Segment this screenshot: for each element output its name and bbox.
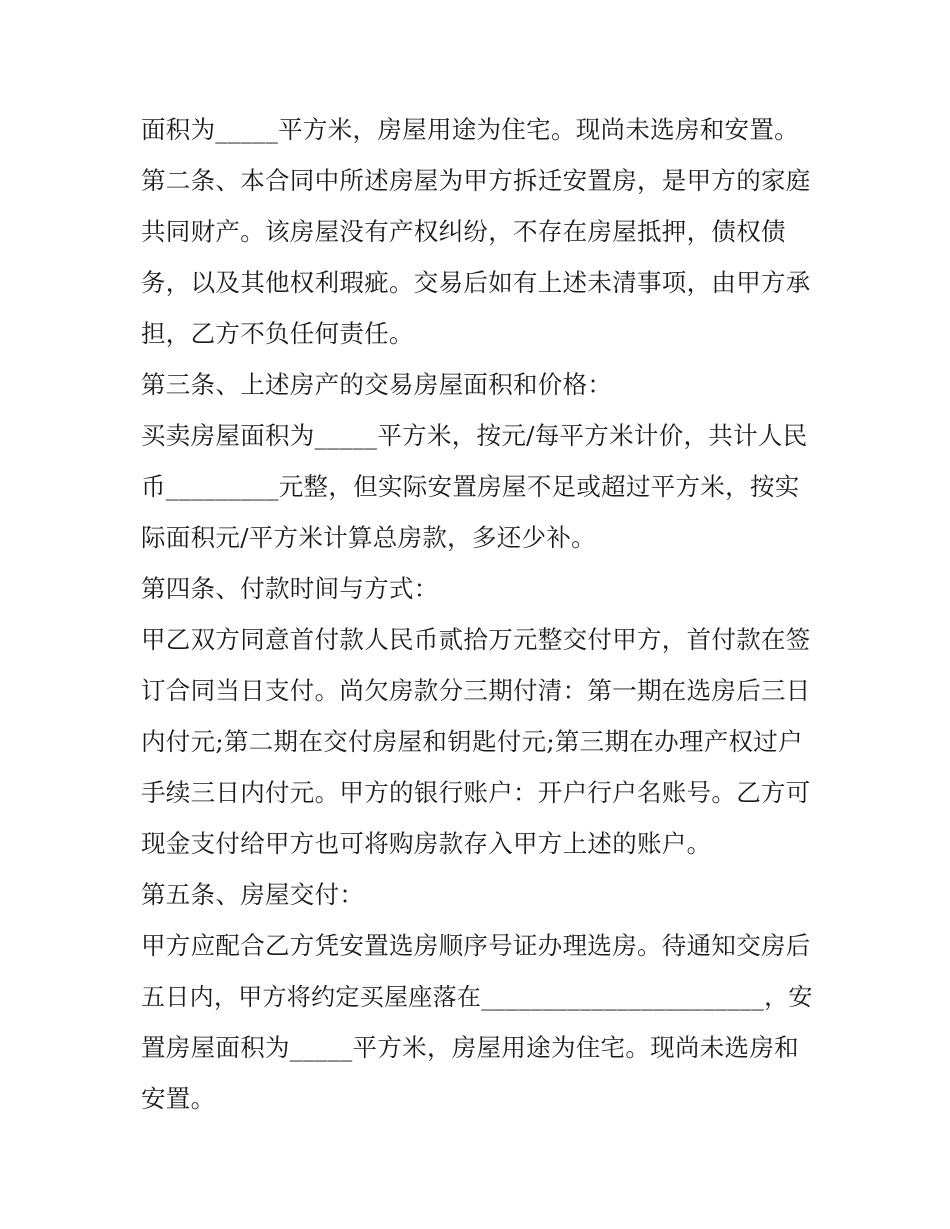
text-line-3: 共同财产。该房屋没有产权纠纷，不存在房屋抵押，债权债 <box>141 217 786 246</box>
text-line-13: 内付元;第二期在交付房屋和钥匙付元;第三期在办理产权过户 <box>141 727 803 756</box>
text-line-8: 币_________元整，但实际安置房屋不足或超过平方米，按实 <box>141 472 800 501</box>
text-line-12: 订合同当日支付。尚欠房款分三期付清：第一期在选房后三日 <box>141 676 811 705</box>
text-line-14: 手续三日内付元。甲方的银行账户：开户行户名账号。乙方可 <box>141 778 811 807</box>
text-line-20: 安置。 <box>141 1084 216 1113</box>
text-line-15: 现金支付给甲方也可将购房款存入甲方上述的账户。 <box>141 829 712 858</box>
text-line-5: 担，乙方不负任何责任。 <box>141 319 414 348</box>
text-line-11: 甲乙双方同意首付款人民币贰拾万元整交付甲方，首付款在签 <box>141 625 811 654</box>
text-line-18: 五日内，甲方将约定买屋座落在_______________________，安 <box>141 983 813 1011</box>
text-line-16: 第五条、房屋交付： <box>141 880 365 909</box>
text-line-6: 第三条、上述房产的交易房屋面积和价格： <box>141 370 613 399</box>
text-line-1: 面积为_____平方米，房屋用途为住宅。现尚未选房和安置。 <box>141 115 799 144</box>
text-line-19: 置房屋面积为_____平方米，房屋用途为住宅。现尚未选房和 <box>141 1033 799 1062</box>
text-line-4: 务，以及其他权利瑕疵。交易后如有上述未清事项，由甲方承 <box>141 268 811 297</box>
text-line-9: 际面积元/平方米计算总房款，多还少补。 <box>141 523 596 552</box>
text-line-2: 第二条、本合同中所述房屋为甲方拆迁安置房，是甲方的家庭 <box>141 166 811 195</box>
text-line-10: 第四条、付款时间与方式： <box>141 574 439 603</box>
text-line-7: 买卖房屋面积为_____平方米，按元/每平方米计价，共计人民 <box>141 421 808 450</box>
text-line-17: 甲方应配合乙方凭安置选房顺序号证办理选房。待通知交房后 <box>141 931 811 960</box>
